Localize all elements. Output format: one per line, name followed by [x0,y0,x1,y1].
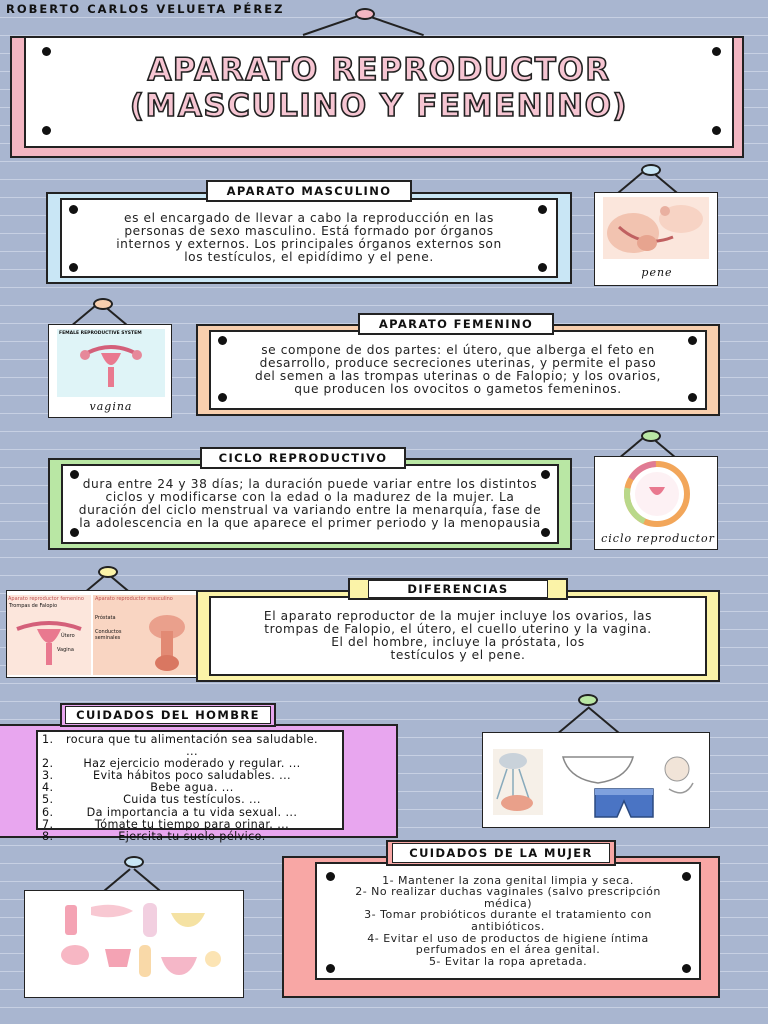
list-item-text: Tómate tu tiempo para orinar. ... [94,817,290,831]
cuidados-hombre-heading-frame [60,703,276,727]
masculino-card [60,198,558,278]
author-name: ROBERTO CARLOS VELUETA PÉREZ [6,2,285,16]
ciclo-wheel-illustration [605,461,709,527]
title-hanger-line-left [303,14,362,36]
ciclo-card [61,464,559,544]
title-rivet [42,47,51,56]
cuidados-mujer-item: 1- Mantener la zona genital limpia y seca. [382,873,634,887]
list-item-text: Evita hábitos poco saludables. ... [92,769,291,783]
diferencias-image-card [6,590,210,678]
title-rivet [42,126,51,135]
masculino-text: es el encargado de llevar a cabo la reproducción en las personas de sexo masculino. Está formado por órganos internos y externos. Los principales órganos externos son los testículos, el epidídimo y el pene. [116,210,502,265]
hanger-line [587,706,620,735]
cuidados-mujer-heading-frame [386,840,616,866]
higiene-mujer-illustration [35,897,235,993]
cuidados-mujer-list [335,875,681,967]
list-item-number: 4. [42,781,54,795]
pene-illustration [603,197,709,259]
cuidados-mujer-item: 4- Evitar el uso de productos de higiene íntima perfumados en el área genital. [367,931,649,957]
list-item-text: Da importancia a tu vida sexual. ... [86,805,298,819]
card-rivet [541,528,550,537]
diferencias-heading: DIFERENCIAS [368,580,548,598]
femenino-heading: APARATO FEMENINO [358,313,554,335]
pene-image-card [594,192,718,286]
card-rivet [682,964,691,973]
card-rivet [69,205,78,214]
page-title-line2: (MASCULINO Y FEMENINO) [129,88,629,124]
list-item-text: Haz ejercicio moderado y regular. ... [83,757,301,771]
list-item-text: rocura que tu alimentación sea saludable. ... [65,733,319,759]
title-hanger-hook [355,8,375,20]
ciclo-heading: CICLO REPRODUCTIVO [200,447,406,469]
card-rivet [688,393,697,402]
page-title-line1: APARATO REPRODUCTOR [147,52,611,88]
cuidados-hombre-card [36,730,344,843]
hanger-hook [641,430,661,442]
title-hanger-line-right [365,14,424,36]
list-item-text: Bebe agua. ... [150,781,234,795]
cuidados-hombre-item [42,831,338,843]
femenino-text: se compone de dos partes: el útero, que alberga el feto en desarrollo, produce secreciones uterinas, y permite el paso del semen a las trompas uterinas o de Falopio; y los ovarios, que producen los ovocitos o gametos femeninos. [255,342,661,397]
hanger-hook [98,566,118,578]
diferencias-heading-frame [348,578,568,600]
cuidados-hombre-item [42,807,338,819]
vagina-image-card [48,324,172,418]
diagram-label: FEMALE REPRODUCTIVE SYSTEM [59,331,142,336]
card-rivet [70,470,79,479]
uterus-diagram [57,329,165,397]
list-item-number: 1. [42,733,54,746]
higiene-hombre-image [482,732,710,828]
cuidados-hombre-item [42,819,338,831]
hanger-line [103,868,130,891]
cuidados-hombre-item [42,734,338,758]
cuidados-hombre-item [42,794,338,806]
card-rivet [538,205,547,214]
title-rivet [712,47,721,56]
card-rivet [541,470,550,479]
cuidados-hombre-list [42,734,338,843]
diferencias-text-mujer: El aparato reproductor de la mujer incluye los ovarios, las trompas de Falopio, el útero, el cuello uterino y la vagina. [263,608,653,636]
list-item-number: 5. [42,793,54,807]
cuidados-mujer-item: 2- No realizar duchas vaginales (salvo prescripción médica) [355,885,661,910]
male-system-image: Aparato reproductor masculino Próstata Conductos seminales [93,595,207,675]
ciclo-caption: ciclo reproductor [601,532,715,545]
cuidados-mujer-heading: CUIDADOS DE LA MUJER [392,843,610,863]
female-system-image: Aparato reproductor femenino Trompas de Falopio Útero Vagina [7,595,91,675]
diferencias-text-hombre: El del hombre, incluye la próstata, los testículos y el pene. [331,635,585,663]
list-item-number: 3. [42,769,54,783]
card-rivet [69,263,78,272]
list-item-number: 2. [42,757,54,771]
cuidados-mujer-card [315,862,701,980]
ciclo-text: dura entre 24 y 38 días; la duración puede variar entre los distintos ciclos y modificarse con la edad o la madurez de la mujer. La duración del ciclo menstrual va variando entre la menarquía, fase de la adolescencia en la que aparece el primer periodo y la menopausia [78,476,542,531]
pene-caption: pene [641,266,673,279]
card-rivet [70,528,79,537]
masculino-heading: APARATO MASCULINO [206,180,412,202]
femenino-card [209,330,707,410]
cuidados-mujer-item: 5- Evitar la ropa apretada. [428,954,588,968]
hanger-line [133,868,160,891]
card-rivet [688,336,697,345]
diferencias-card [209,596,707,676]
cuidados-mujer-item: 3- Tomar probióticos durante el tratamiento con antibióticos. [364,908,652,933]
hanger-hook [93,298,113,310]
card-rivet [326,872,335,881]
higiene-mujer-image [24,890,244,998]
card-rivet [326,964,335,973]
card-rivet [538,263,547,272]
list-item-number: 6. [42,805,54,819]
cuidados-hombre-heading: CUIDADOS DEL HOMBRE [65,706,271,724]
hanger-hook [578,694,598,706]
list-item-text: Ejercita tu suelo pélvico. [118,829,266,843]
list-item-number: 8. [42,829,54,843]
card-rivet [218,393,227,402]
vagina-caption: vagina [89,400,133,413]
higiene-items-illustration [487,739,707,823]
card-rivet [218,336,227,345]
list-item-number: 7. [42,817,54,831]
hanger-hook [641,164,661,176]
list-item-text: Cuida tus testículos. ... [123,793,261,807]
hanger-hook [124,856,144,868]
title-rivet [712,126,721,135]
card-rivet [682,872,691,881]
